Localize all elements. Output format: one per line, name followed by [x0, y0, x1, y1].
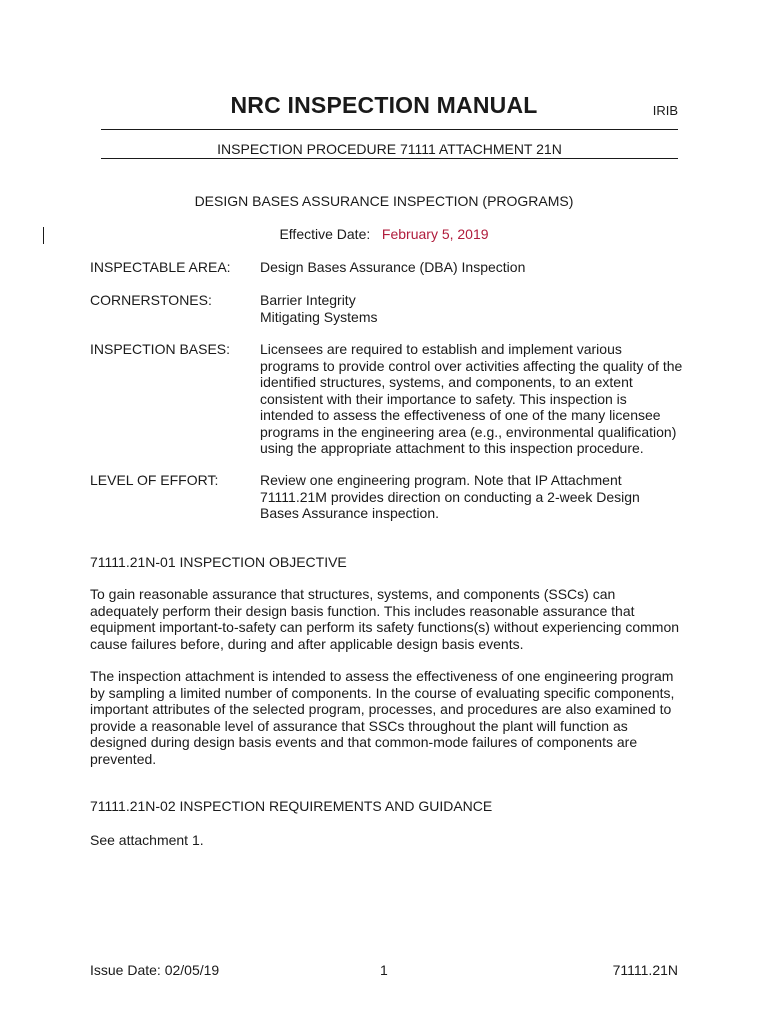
text-line: by sampling a limited number of components. In the course of evaluating specific components, [90, 684, 675, 701]
text-line: designed during design basis events and that common-mode failures of components are [90, 734, 638, 750]
manual-title: NRC INSPECTION MANUAL [230, 92, 538, 118]
header-rule-top [101, 129, 678, 130]
cornerstones-label: CORNERSTONES: [90, 292, 212, 308]
text-line: Licensees are required to establish and implement various [260, 341, 622, 357]
text-line: adequately perform their design basis function. This includes reasonable assurance that [90, 602, 635, 619]
level-of-effort-label: LEVEL OF EFFORT: [90, 472, 219, 488]
org-code: IRIB [652, 103, 678, 118]
requirements-heading: 71111.21N-02 INSPECTION REQUIREMENTS AND GUIDANCE [90, 798, 493, 814]
header-rule-bottom [101, 158, 678, 159]
text-line: programs to provide control over activities affecting the quality of the [260, 357, 683, 374]
cornerstones-value [260, 292, 690, 325]
text-line: Review one engineering program. Note that IP Attachment [260, 472, 622, 488]
text-line: provide a reasonable level of assurance that SSCs throughout the plant will function as [90, 717, 628, 734]
text-line: 71111.21M provides direction on conducting a 2-week Design [260, 488, 640, 505]
inspectable-area-value: Design Bases Assurance (DBA) Inspection [260, 259, 526, 275]
text-line: intended to assess the effectiveness of one of the many licensee [260, 407, 661, 423]
procedure-line: INSPECTION PROCEDURE 71111 ATTACHMENT 21N [217, 141, 562, 157]
inspection-bases-label: INSPECTION BASES: [90, 341, 231, 357]
text-line: The inspection attachment is intended to assess the effectiveness of one engineering program [90, 668, 674, 684]
objective-heading: 71111.21N-01 INSPECTION OBJECTIVE [90, 554, 347, 570]
level-of-effort-value [260, 472, 690, 522]
footer-document-id: 71111.21N [612, 962, 678, 978]
text-line: Bases Assurance inspection. [260, 505, 439, 521]
text-line: equipment important-to-safety can perform its safety functions(s) without experiencing common [90, 619, 680, 635]
effective-date-value: February 5, 2019 [381, 226, 489, 242]
text-line: cause failures before, during and after applicable design basis events. [90, 635, 524, 652]
text-line: To gain reasonable assurance that structures, systems, and components (SSCs) can [90, 586, 616, 602]
effective-date-label: Effective Date: [279, 226, 371, 242]
effective-date-line [0, 226, 768, 242]
text-line: identified structures, systems, and components, to an extent [260, 374, 633, 390]
requirements-text: See attachment 1. [90, 832, 204, 848]
document-title: DESIGN BASES ASSURANCE INSPECTION (PROGRAMS) [194, 193, 574, 209]
footer-issue-date: Issue Date: 02/05/19 [90, 962, 220, 978]
inspection-bases-value [260, 341, 690, 457]
cornerstone-item: Mitigating Systems [260, 308, 378, 325]
cornerstone-item: Barrier Integrity [260, 292, 356, 308]
footer-page-number: 1 [380, 962, 388, 978]
inspectable-area-label: INSPECTABLE AREA: [90, 259, 231, 275]
objective-paragraph-2 [90, 668, 700, 767]
text-line: prevented. [90, 750, 157, 767]
text-line: consistent with their importance to safety. This inspection is [260, 390, 627, 407]
text-line: important attributes of the selected program, processes, and procedures are also examined to [90, 701, 672, 717]
objective-paragraph-1 [90, 586, 700, 652]
text-line: programs in the engineering area (e.g., environmental qualification) [260, 423, 677, 440]
text-line: using the appropriate attachment to this inspection procedure. [260, 440, 644, 456]
